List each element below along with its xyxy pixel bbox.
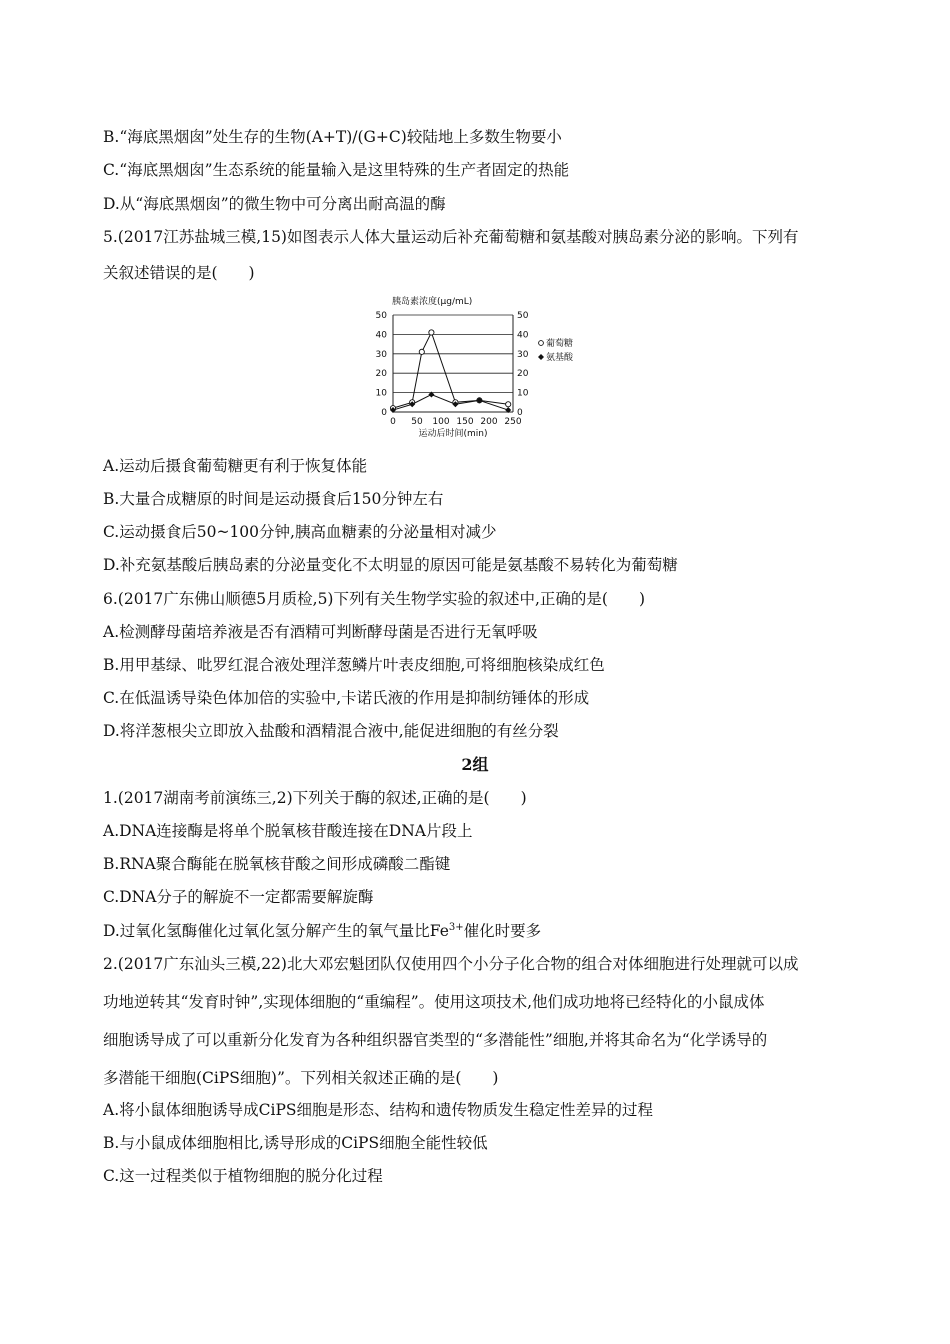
question-2-stem: 2.(2017广东汕头三模,22)北大邓宏魁团队仅使用四个小分子化合物的组合对体细胞进行处理就可以成: [103, 955, 799, 973]
data-point-glucose: [506, 402, 511, 407]
option-a: A.DNA连接酶是将单个脱氧核苷酸连接在DNA片段上: [103, 822, 473, 840]
option-c: C.在低温诱导染色体加倍的实验中,卡诺氏液的作用是抑制纺锤体的形成: [103, 689, 590, 707]
y-tick-label-left: 20: [375, 369, 387, 380]
y-tick-label-right: 40: [517, 330, 529, 341]
legend-label-amino-acid: 氨基酸: [546, 353, 574, 363]
series-line-glucose: [393, 332, 508, 408]
question-1-stem: 1.(2017湖南考前演练三,2)下列关于酶的叙述,正确的是( ): [103, 789, 527, 807]
option-a: A.运动后摄食葡萄糖更有利于恢复体能: [103, 457, 368, 475]
option-c: C.运动摄食后50~100分钟,胰高血糖素的分泌量相对减少: [103, 523, 497, 541]
option-d: D.补充氨基酸后胰岛素的分泌量变化不太明显的原因可能是氨基酸不易转化为葡萄糖: [103, 556, 678, 574]
question-5-stem: 5.(2017江苏盐城三模,15)如图表示人体大量运动后补充葡萄糖和氨基酸对胰岛素分泌的影响。下列有: [103, 228, 799, 246]
y-tick-label-left: 10: [375, 388, 387, 399]
data-point-glucose: [429, 330, 434, 335]
data-point-glucose: [419, 349, 424, 354]
x-tick-label: 0: [390, 417, 396, 427]
legend-marker-amino-acid: [538, 354, 544, 360]
insulin-line-chart: [355, 295, 574, 445]
chart-svg: [355, 295, 574, 445]
question-5-stem-cont: 关叙述错误的是( ): [103, 264, 255, 282]
x-tick-label: 250: [504, 417, 522, 427]
option-c: C.这一过程类似于植物细胞的脱分化过程: [103, 1167, 383, 1185]
x-axis-label: 运动后时间(min): [418, 429, 488, 439]
y-tick-label-right: 10: [517, 388, 529, 399]
chart-title: 胰岛素浓度(μg/mL): [392, 297, 473, 307]
x-tick-label: 200: [480, 417, 498, 427]
option-d-text-end: 催化时要多: [463, 922, 542, 940]
question-2-stem-cont: 多潜能干细胞(CiPS细胞)”。下列相关叙述正确的是( ): [103, 1069, 499, 1087]
y-tick-label-right: 20: [517, 369, 529, 380]
superscript: 3+: [448, 921, 464, 933]
y-tick-label-left: 0: [381, 408, 387, 418]
section-heading: 2组: [461, 755, 489, 774]
option-d-text: D.过氧化氢酶催化过氧化氢分解产生的氧气量比Fe: [103, 922, 449, 940]
question-2-stem-cont: 功地逆转其“发育时钟”,实现体细胞的“重编程”。使用这项技术,他们成功地将已经特化的小鼠成体: [103, 993, 765, 1011]
y-tick-label-left: 30: [375, 349, 387, 360]
text-line: D.从“海底黑烟囱”的微生物中可分离出耐高温的酶: [103, 195, 446, 213]
y-tick-label-left: 40: [375, 330, 387, 341]
text-line: C.“海底黑烟囱”生态系统的能量输入是这里特殊的生产者固定的热能: [103, 161, 570, 179]
option-a: A.检测酵母菌培养液是否有酒精可判断酵母菌是否进行无氧呼吸: [103, 623, 538, 641]
x-tick-label: 100: [432, 417, 450, 427]
option-c: C.DNA分子的解旋不一定都需要解旋酶: [103, 888, 374, 906]
option-b: B.大量合成糖原的时间是运动摄食后150分钟左右: [103, 490, 444, 508]
y-tick-label-right: 50: [517, 311, 529, 321]
question-2-stem-cont: 细胞诱导成了可以重新分化发育为各种组织器官类型的“多潜能性”细胞,并将其命名为“化学诱导的: [103, 1031, 768, 1049]
y-tick-label-right: 30: [517, 349, 529, 360]
question-6-stem: 6.(2017广东佛山顺德5月质检,5)下列有关生物学实验的叙述中,正确的是( ): [103, 590, 646, 608]
option-a: A.将小鼠体细胞诱导成CiPS细胞是形态、结构和遗传物质发生稳定性差异的过程: [103, 1101, 653, 1119]
x-tick-label: 150: [456, 417, 474, 427]
y-tick-label-left: 50: [375, 311, 387, 321]
option-b: B.RNA聚合酶能在脱氧核苷酸之间形成磷酸二酯键: [103, 855, 451, 873]
option-b: B.与小鼠成体细胞相比,诱导形成的CiPS细胞全能性较低: [103, 1134, 488, 1152]
legend-label-glucose: 葡萄糖: [546, 339, 574, 349]
option-d: D.将洋葱根尖立即放入盐酸和酒精混合液中,能促进细胞的有丝分裂: [103, 722, 559, 740]
option-d: [103, 921, 863, 941]
legend-marker-glucose: [539, 341, 544, 346]
option-b: B.用甲基绿、吡罗红混合液处理洋葱鳞片叶表皮细胞,可将细胞核染成红色: [103, 656, 605, 674]
x-tick-label: 50: [411, 417, 423, 427]
text-line: B.“海底黑烟囱”处生存的生物(A+T)/(G+C)较陆地上多数生物要小: [103, 128, 562, 146]
y-tick-label-right: 0: [517, 408, 523, 418]
